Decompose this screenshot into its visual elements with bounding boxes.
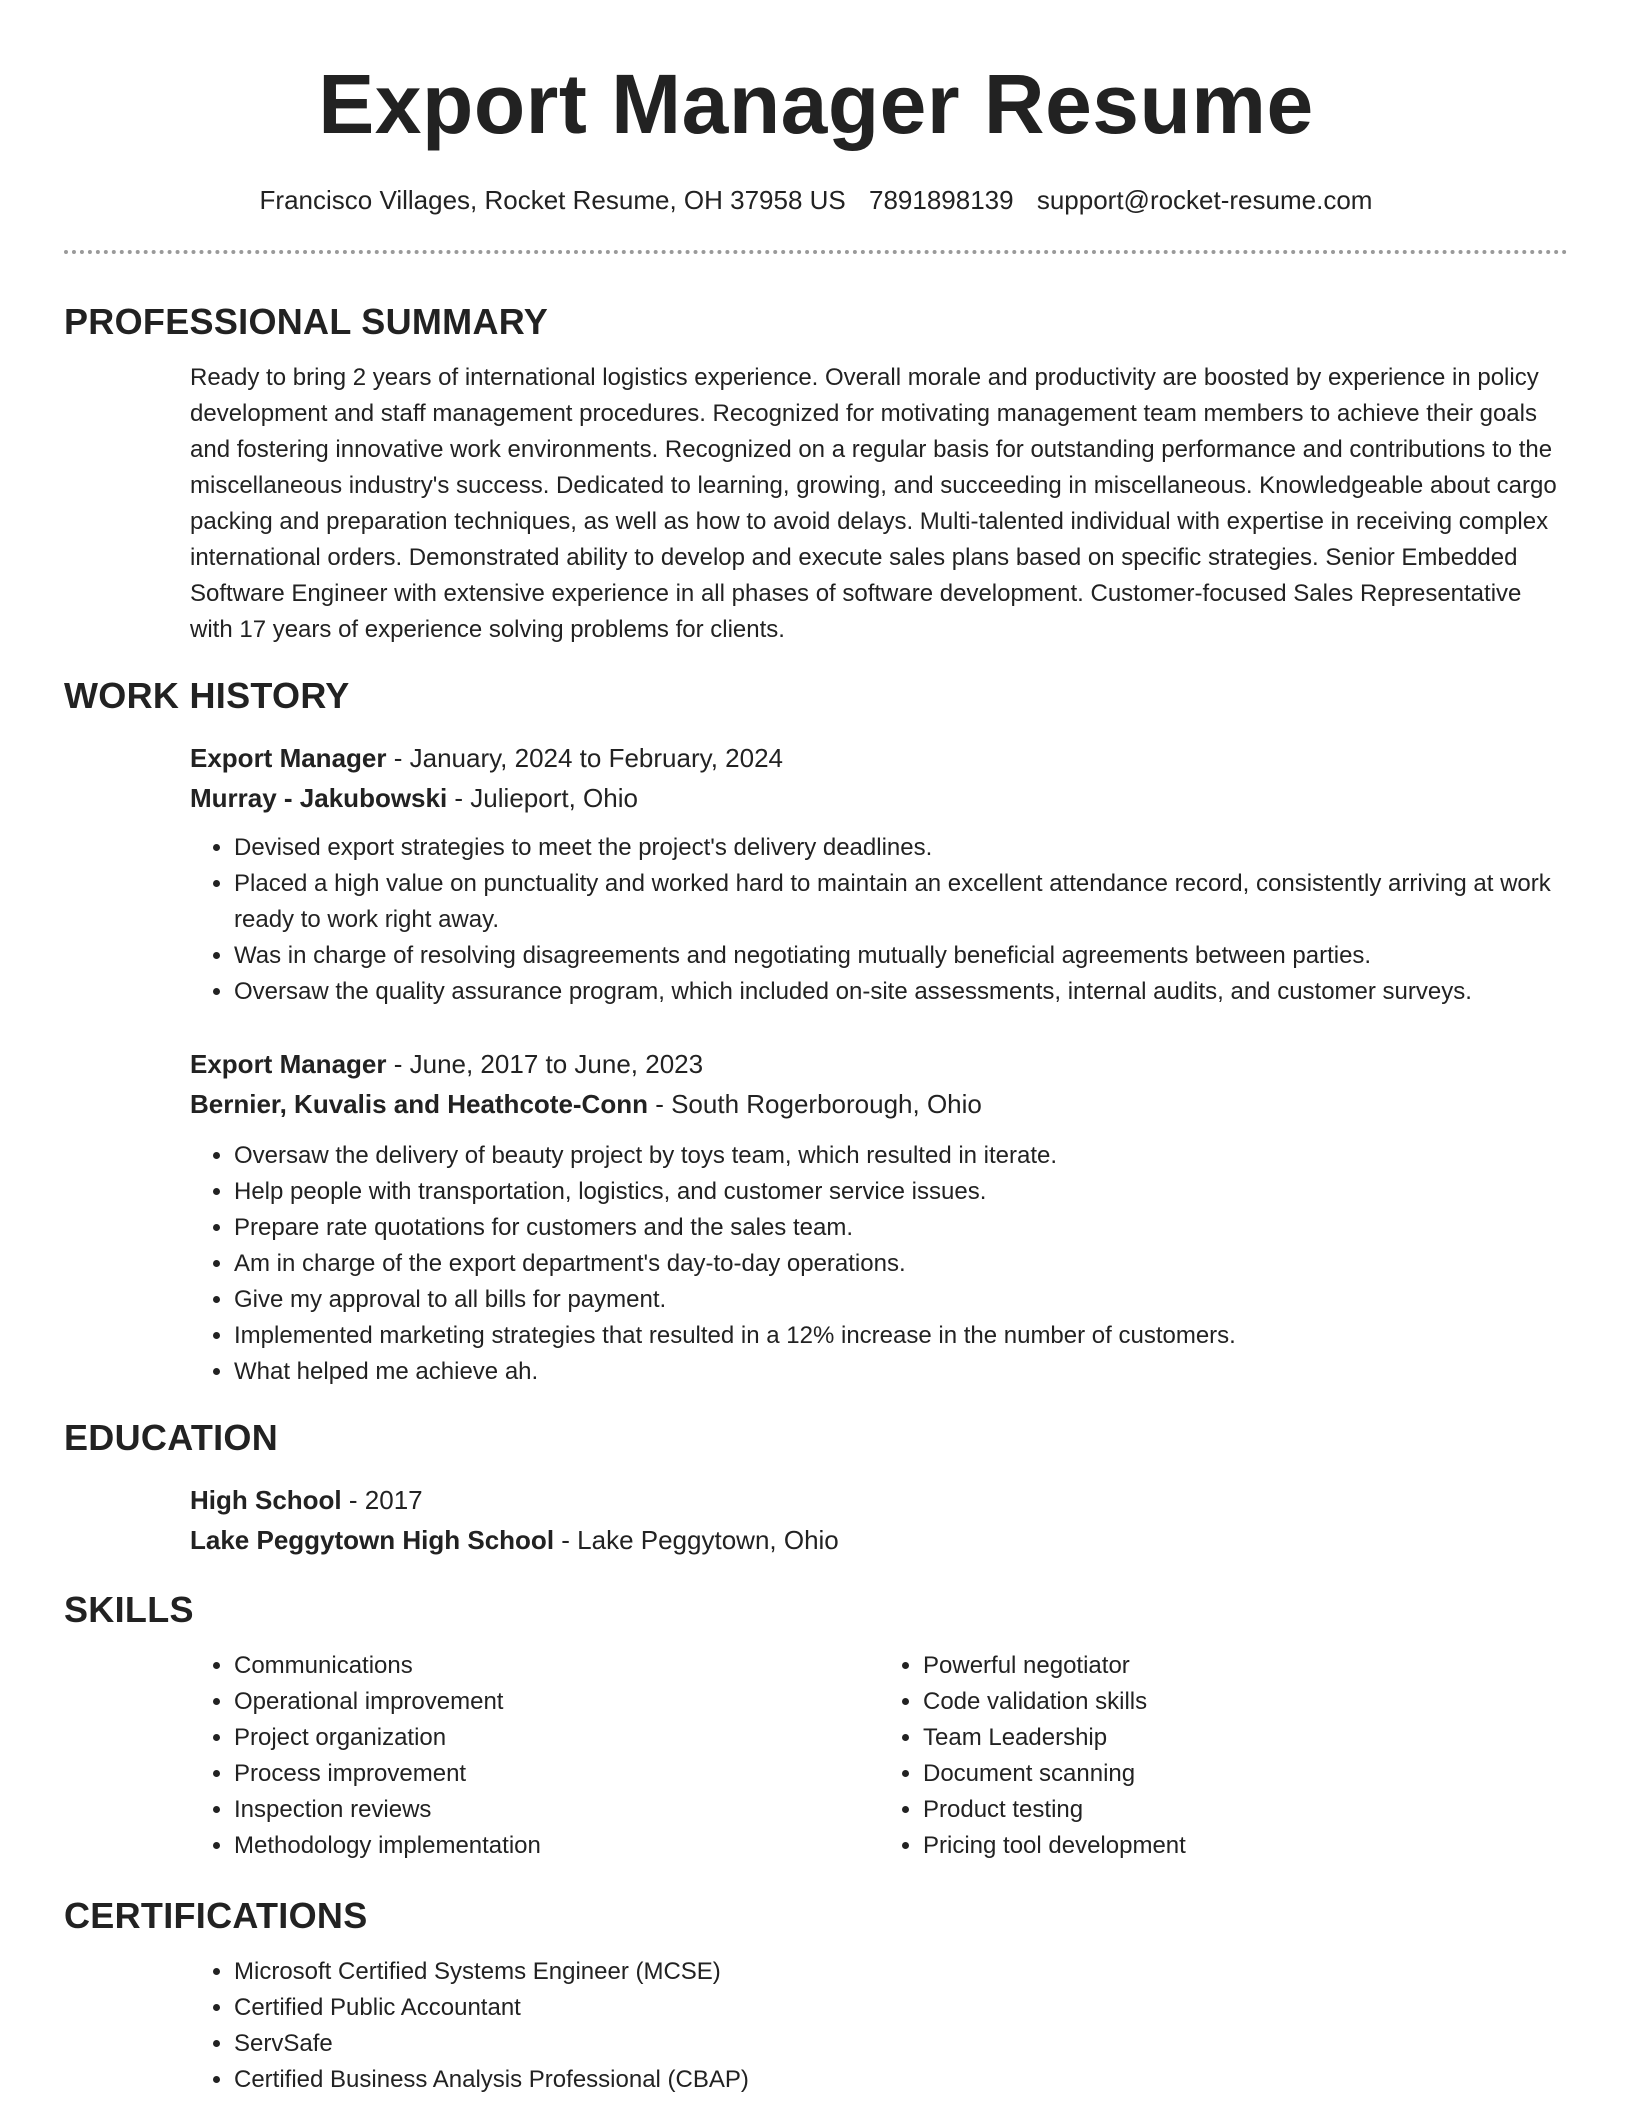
skill-item: • Communications xyxy=(234,1648,879,1684)
job-bullet: • Give my approval to all bills for payment. xyxy=(234,1282,1568,1318)
summary-text: Ready to bring 2 years of international logistics experience. Overall morale and productivity are boosted by experience in policy development and staff management procedures. Recognized for motivating management team members to achieve their goals and fostering innovative work environments. Recognized on a regular basis for outstanding performance and contributions to the miscellaneous industry's success. Dedicated to learning, growing, and succeeding in miscellaneous. Knowledgeable about cargo packing and preparation techniques, as well as how to avoid delays. Multi-talented individual with expertise in receiving complex international orders. Demonstrated ability to develop and execute sales plans based on specific strategies. Senior Embedded Software Engineer with extensive experience in all phases of software development. Customer-focused Sales Representative with 17 years of experience solving problems for clients. xyxy=(190,364,1557,643)
resume-page xyxy=(64,0,1568,2098)
job-bullet: • Implemented marketing strategies that resulted in a 12% increase in the number of customers. xyxy=(234,1318,1568,1354)
skill-item: • Powerful negotiator xyxy=(923,1648,1568,1684)
certifications-section xyxy=(190,1954,1568,2098)
skill-item: • Inspection reviews xyxy=(234,1792,879,1828)
header-divider xyxy=(64,250,1568,254)
job-bullets xyxy=(190,830,1568,1010)
job-title: Export Manager xyxy=(190,1049,387,1079)
education-degree-line xyxy=(190,1480,1568,1520)
contact-address: Francisco Villages, Rocket Resume, OH 37958 US xyxy=(259,185,846,215)
summary-section xyxy=(190,360,1568,648)
job-company: Bernier, Kuvalis and Heathcote-Conn xyxy=(190,1089,648,1119)
job-company-line xyxy=(190,1084,1568,1124)
skill-item: • Product testing xyxy=(923,1792,1568,1828)
job-entry xyxy=(190,738,1568,1010)
job-location: - Julieport, Ohio xyxy=(447,783,638,813)
skills-list-left xyxy=(190,1648,879,1864)
skills-list-right xyxy=(879,1648,1568,1864)
education-year: - 2017 xyxy=(341,1485,423,1515)
job-location: - South Rogerborough, Ohio xyxy=(647,1089,982,1119)
job-company-line xyxy=(190,778,1568,818)
job-bullet: • Devised export strategies to meet the project's delivery deadlines. xyxy=(234,830,1568,866)
education-section xyxy=(190,1480,1568,1560)
contact-line xyxy=(64,184,1568,216)
job-dates: - June, 2017 to June, 2023 xyxy=(386,1049,704,1079)
resume-title: Export Manager Resume xyxy=(318,57,1314,151)
summary-heading: PROFESSIONAL SUMMARY xyxy=(64,301,549,342)
certification-item: • Certified Business Analysis Professional (CBAP) xyxy=(234,2062,1568,2098)
job-title-line xyxy=(190,1044,1568,1084)
work-history-section xyxy=(190,738,1568,1390)
job-bullet: • Oversaw the quality assurance program, which included on-site assessments, internal audits, and customer surveys. xyxy=(234,974,1568,1010)
job-title: Export Manager xyxy=(190,743,387,773)
education-location: - Lake Peggytown, Ohio xyxy=(554,1525,839,1555)
job-title-line xyxy=(190,738,1568,778)
skill-item: • Team Leadership xyxy=(923,1720,1568,1756)
job-entry xyxy=(190,1044,1568,1390)
education-school: Lake Peggytown High School xyxy=(190,1525,555,1555)
contact-phone: 7891898139 xyxy=(868,185,1014,215)
skill-item: • Code validation skills xyxy=(923,1684,1568,1720)
skill-item: • Document scanning xyxy=(923,1756,1568,1792)
certification-item: • Certified Public Accountant xyxy=(234,1990,1568,2026)
work-history-heading: WORK HISTORY xyxy=(64,675,350,716)
job-bullet: • Oversaw the delivery of beauty project by toys team, which resulted in iterate. xyxy=(234,1138,1568,1174)
certification-item: • ServSafe xyxy=(234,2026,1568,2062)
job-dates: - January, 2024 to February, 2024 xyxy=(386,743,783,773)
job-bullets xyxy=(190,1138,1568,1390)
job-bullet: • Help people with transportation, logistics, and customer service issues. xyxy=(234,1174,1568,1210)
contact-email: support@rocket-resume.com xyxy=(1036,185,1373,215)
skill-item: • Operational improvement xyxy=(234,1684,879,1720)
skills-section xyxy=(190,1648,1568,1864)
job-bullet: • Am in charge of the export department's day-to-day operations. xyxy=(234,1246,1568,1282)
education-heading: EDUCATION xyxy=(64,1417,279,1458)
certifications-list xyxy=(190,1954,1568,2098)
job-bullet: • Prepare rate quotations for customers and the sales team. xyxy=(234,1210,1568,1246)
job-bullet: • Was in charge of resolving disagreements and negotiating mutually beneficial agreements between parties. xyxy=(234,938,1568,974)
skill-item: • Pricing tool development xyxy=(923,1828,1568,1864)
skill-item: • Methodology implementation xyxy=(234,1828,879,1864)
skills-heading: SKILLS xyxy=(64,1589,194,1630)
certifications-heading: CERTIFICATIONS xyxy=(64,1895,368,1936)
job-bullet: • Placed a high value on punctuality and worked hard to maintain an excellent attendance record, consistently arriving at work ready to work right away. xyxy=(234,866,1568,938)
skill-item: • Project organization xyxy=(234,1720,879,1756)
job-bullet: • What helped me achieve ah. xyxy=(234,1354,1568,1390)
job-company: Murray - Jakubowski xyxy=(190,783,448,813)
education-school-line xyxy=(190,1520,1568,1560)
certification-item: • Microsoft Certified Systems Engineer (MCSE) xyxy=(234,1954,1568,1990)
skill-item: • Process improvement xyxy=(234,1756,879,1792)
education-degree: High School xyxy=(190,1485,342,1515)
